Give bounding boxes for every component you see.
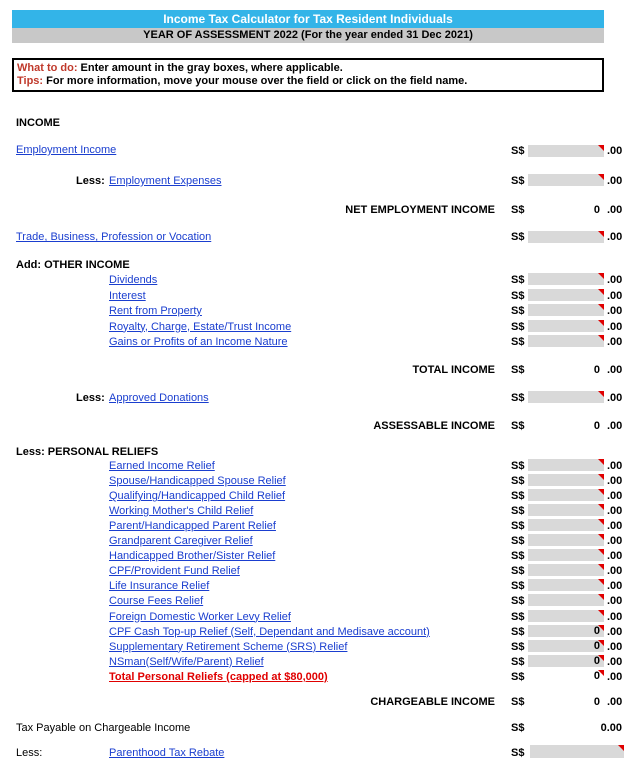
nsman-self-wife-parent-relief-link[interactable]: NSman(Self/Wife/Parent) Relief xyxy=(109,655,264,668)
handicapped-brother-sister-relief-input[interactable] xyxy=(528,549,604,561)
decimal-label: .00 xyxy=(607,231,623,243)
decimal-label: .00 xyxy=(607,610,623,623)
comment-indicator-icon xyxy=(598,391,604,397)
comment-indicator-icon xyxy=(598,459,604,465)
royalty-charge-estate-trust-income-input[interactable] xyxy=(528,320,604,332)
foreign-domestic-worker-levy-relief-input[interactable] xyxy=(528,610,604,622)
approved-donations-link[interactable]: Approved Donations xyxy=(109,392,209,404)
decimal-label: .00 xyxy=(607,490,623,503)
parenthood-tax-rebate-link[interactable]: Parenthood Tax Rebate xyxy=(109,747,225,759)
qualifying-handicapped-child-relief-input[interactable] xyxy=(528,489,604,501)
decimal-label: .00 xyxy=(607,595,623,608)
decimal-label: .00 xyxy=(607,696,623,708)
decimal-label: .00 xyxy=(607,655,623,668)
net-employment-income-value: 0 xyxy=(593,204,600,216)
employment-income-link[interactable]: Employment Income xyxy=(16,144,117,156)
working-mother-s-child-relief-input[interactable] xyxy=(528,504,604,516)
qualifying-handicapped-child-relief-link[interactable]: Qualifying/Handicapped Child Relief xyxy=(109,490,286,503)
total-income-label: TOTAL INCOME xyxy=(412,364,495,376)
less-label: Less: xyxy=(76,392,105,404)
currency-label: S$ xyxy=(511,696,525,708)
parenthood-tax-rebate-input[interactable] xyxy=(530,745,624,758)
handicapped-brother-sister-relief-link[interactable]: Handicapped Brother/Sister Relief xyxy=(109,550,276,563)
comment-indicator-icon xyxy=(598,289,604,295)
working-mother-s-child-relief-link[interactable]: Working Mother's Child Relief xyxy=(109,505,254,518)
decimal-label: .00 xyxy=(607,565,623,578)
comment-indicator-icon xyxy=(598,304,604,310)
cpf-provident-fund-relief-input[interactable] xyxy=(528,564,604,576)
currency-label: S$ xyxy=(511,625,525,638)
comment-indicator-icon xyxy=(618,745,624,751)
decimal-label: .00 xyxy=(607,580,623,593)
less-label: Less: xyxy=(76,175,105,187)
comment-indicator-icon xyxy=(598,534,604,540)
foreign-domestic-worker-levy-relief-link[interactable]: Foreign Domestic Worker Levy Relief xyxy=(109,610,291,623)
decimal-label: .00 xyxy=(607,640,623,653)
total-personal-reliefs-value: 0 xyxy=(593,670,600,682)
tax-payable-label: Tax Payable on Chargeable Income xyxy=(16,722,191,734)
supplementary-retirement-scheme-srs-relief-value: 0 xyxy=(593,639,600,652)
employment-expenses-link[interactable]: Employment Expenses xyxy=(109,175,222,187)
comment-indicator-icon xyxy=(598,320,604,326)
currency-label: S$ xyxy=(511,175,525,187)
comment-indicator-icon xyxy=(598,594,604,600)
decimal-label: .00 xyxy=(607,420,623,432)
earned-income-relief-link[interactable]: Earned Income Relief xyxy=(109,460,215,472)
trade-business-input[interactable] xyxy=(528,231,604,243)
comment-indicator-icon xyxy=(598,231,604,237)
spouse-handicapped-spouse-relief-link[interactable]: Spouse/Handicapped Spouse Relief xyxy=(109,475,286,488)
dividends-link[interactable]: Dividends xyxy=(109,274,158,286)
parent-handicapped-parent-relief-input[interactable] xyxy=(528,519,604,531)
currency-label: S$ xyxy=(511,640,525,653)
trade-business-link[interactable]: Trade, Business, Profession or Vocation xyxy=(16,231,212,243)
decimal-label: .00 xyxy=(607,305,623,317)
decimal-label: .00 xyxy=(607,289,623,302)
decimal-label: .00 xyxy=(607,625,623,638)
decimal-label: .00 xyxy=(607,320,623,333)
grandparent-caregiver-relief-input[interactable] xyxy=(528,534,604,546)
income-heading: INCOME xyxy=(16,117,60,129)
comment-indicator-icon xyxy=(598,504,604,510)
assessable-income-value: 0 xyxy=(593,420,600,432)
chargeable-income-label: CHARGEABLE INCOME xyxy=(370,696,495,708)
comment-indicator-icon xyxy=(598,335,604,341)
comment-indicator-icon xyxy=(598,519,604,525)
total-personal-reliefs-cell xyxy=(528,670,604,682)
currency-label: S$ xyxy=(511,460,525,472)
currency-label: S$ xyxy=(511,475,525,488)
approved-donations-input[interactable] xyxy=(528,391,604,403)
currency-label: S$ xyxy=(511,535,525,548)
comment-indicator-icon xyxy=(598,474,604,480)
interest-link[interactable]: Interest xyxy=(109,289,146,302)
decimal-label: .00 xyxy=(607,505,623,518)
course-fees-relief-link[interactable]: Course Fees Relief xyxy=(109,595,204,608)
decimal-label: .00 xyxy=(607,392,623,404)
gains-or-profits-of-an-income-nature-input[interactable] xyxy=(528,335,604,347)
total-income-value: 0 xyxy=(593,364,600,376)
rent-from-property-link[interactable]: Rent from Property xyxy=(109,305,202,317)
employment-expenses-input[interactable] xyxy=(528,174,604,186)
currency-label: S$ xyxy=(511,231,525,243)
instructions-box xyxy=(12,58,604,92)
spouse-handicapped-spouse-relief-input[interactable] xyxy=(528,474,604,486)
net-employment-income-label: NET EMPLOYMENT INCOME xyxy=(345,204,495,216)
what-to-do-label: What to do: xyxy=(17,62,78,74)
currency-label: S$ xyxy=(511,420,525,432)
comment-indicator-icon xyxy=(598,489,604,495)
life-insurance-relief-input[interactable] xyxy=(528,579,604,591)
supplementary-retirement-scheme-srs-relief-link[interactable]: Supplementary Retirement Scheme (SRS) Relief xyxy=(109,640,348,653)
royalty-charge-estate-trust-income-link[interactable]: Royalty, Charge, Estate/Trust Income xyxy=(109,320,292,333)
nsman-self-wife-parent-relief-value: 0 xyxy=(593,654,600,667)
currency-label: S$ xyxy=(511,392,525,404)
currency-label: S$ xyxy=(511,505,525,518)
year-of-assessment: YEAR OF ASSESSMENT 2022 (For the year ended 31 Dec 2021) xyxy=(12,28,604,43)
comment-indicator-icon xyxy=(598,273,604,279)
calculator-title: Income Tax Calculator for Tax Resident Individuals xyxy=(12,10,604,28)
grandparent-caregiver-relief-link[interactable]: Grandparent Caregiver Relief xyxy=(109,535,253,548)
currency-label: S$ xyxy=(511,490,525,503)
currency-label: S$ xyxy=(511,655,525,668)
what-to-do-text: Enter amount in the gray boxes, where applicable. xyxy=(80,62,343,74)
comment-indicator-icon xyxy=(598,564,604,570)
less-label: Less: xyxy=(16,747,43,759)
chargeable-income-value: 0 xyxy=(593,696,600,708)
currency-label: S$ xyxy=(511,565,525,578)
comment-indicator-icon xyxy=(598,174,604,180)
employment-income-input[interactable] xyxy=(528,145,604,157)
earned-income-relief-input[interactable] xyxy=(528,459,604,471)
personal-reliefs-heading: Less: PERSONAL RELIEFS xyxy=(16,446,159,458)
decimal-label: .00 xyxy=(607,460,623,472)
tips-label: Tips: xyxy=(17,75,44,87)
currency-label: S$ xyxy=(511,747,525,759)
parent-handicapped-parent-relief-link[interactable]: Parent/Handicapped Parent Relief xyxy=(109,520,276,533)
course-fees-relief-input[interactable] xyxy=(528,594,604,606)
decimal-label: .00 xyxy=(607,671,623,683)
decimal-label: .00 xyxy=(607,336,623,348)
cpf-cash-top-up-relief-self-dependant-and-medisave-account-input[interactable] xyxy=(528,625,604,637)
currency-label: S$ xyxy=(511,580,525,593)
comment-indicator-icon xyxy=(598,579,604,585)
currency-label: S$ xyxy=(511,550,525,563)
total-personal-reliefs-link[interactable]: Total Personal Reliefs (capped at $80,000) xyxy=(109,671,328,683)
decimal-label: .00 xyxy=(607,475,623,488)
decimal-label: .00 xyxy=(607,204,623,216)
dividends-input[interactable] xyxy=(528,273,604,285)
currency-label: S$ xyxy=(511,610,525,623)
decimal-label: .00 xyxy=(607,145,623,157)
currency-label: S$ xyxy=(511,520,525,533)
currency-label: S$ xyxy=(511,305,525,317)
cpf-provident-fund-relief-link[interactable]: CPF/Provident Fund Relief xyxy=(109,565,240,578)
decimal-label: .00 xyxy=(607,274,623,286)
comment-indicator-icon xyxy=(598,610,604,616)
currency-label: S$ xyxy=(511,671,525,683)
rent-from-property-input[interactable] xyxy=(528,304,604,316)
currency-label: S$ xyxy=(511,289,525,302)
comment-indicator-icon xyxy=(598,549,604,555)
comment-indicator-icon xyxy=(598,145,604,151)
tax-payable-value: 0.00 xyxy=(600,722,622,734)
nsman-self-wife-parent-relief-input[interactable] xyxy=(528,655,604,667)
cpf-cash-top-up-relief-self-dependant-and-medisave-account-link[interactable]: CPF Cash Top-up Relief (Self, Dependant and Medisave account) xyxy=(109,625,430,638)
currency-label: S$ xyxy=(511,364,525,376)
decimal-label: .00 xyxy=(607,364,623,376)
decimal-label: .00 xyxy=(607,175,623,187)
decimal-label: .00 xyxy=(607,535,623,548)
currency-label: S$ xyxy=(511,336,525,348)
currency-label: S$ xyxy=(511,145,525,157)
other-income-heading: Add: OTHER INCOME xyxy=(16,259,130,271)
interest-input[interactable] xyxy=(528,289,604,301)
currency-label: S$ xyxy=(511,204,525,216)
currency-label: S$ xyxy=(511,320,525,333)
currency-label: S$ xyxy=(511,595,525,608)
tips-text: For more information, move your mouse over the field or click on the field name. xyxy=(46,75,468,87)
decimal-label: .00 xyxy=(607,520,623,533)
currency-label: S$ xyxy=(511,722,525,734)
cpf-cash-top-up-relief-self-dependant-and-medisave-account-value: 0 xyxy=(593,624,600,637)
currency-label: S$ xyxy=(511,274,525,286)
assessable-income-label: ASSESSABLE INCOME xyxy=(373,420,495,432)
supplementary-retirement-scheme-srs-relief-input[interactable] xyxy=(528,640,604,652)
decimal-label: .00 xyxy=(607,550,623,563)
life-insurance-relief-link[interactable]: Life Insurance Relief xyxy=(109,580,210,593)
gains-or-profits-of-an-income-nature-link[interactable]: Gains or Profits of an Income Nature xyxy=(109,336,288,348)
